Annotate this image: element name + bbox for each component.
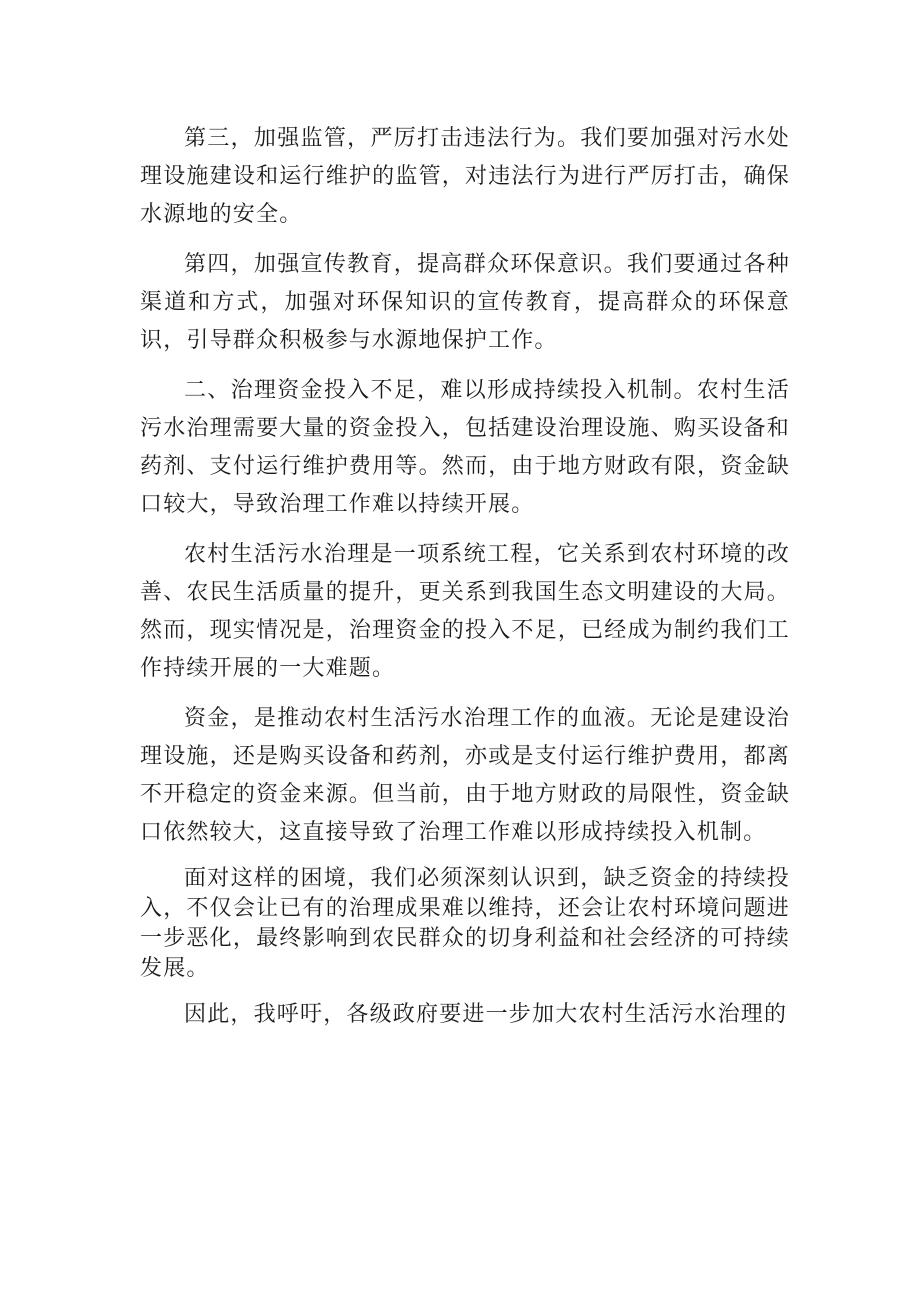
- paragraph-supervision: 第三，加强监管，严厉打击违法行为。我们要加强对污水处理设施建设和运行维护的监管，对违法行为进行严厉打击，确保水源地的安全。: [140, 126, 790, 227]
- paragraph-appeal: 因此，我呼吁，各级政府要进一步加大农村生活污水治理的: [184, 1002, 788, 1027]
- document-page: [140, 120, 790, 1034]
- paragraph-systemic-project: 农村生活污水治理是一项系统工程，它关系到农村环境的改善、农民生活质量的提升，更关系到我国生态文明建设的大局。然而，现实情况是，治理资金的投入不足，已经成为制约我们工作持续开展的一大难题。: [140, 542, 790, 681]
- paragraph-dilemma: 面对这样的困境，我们必须深刻认识到，缺乏资金的持续投入，不仅会让已有的治理成果难以维持，还会让农村环境问题进一步恶化，最终影响到农民群众的切身利益和社会经济的可持续发展。: [140, 866, 790, 981]
- paragraph-funding-shortage: 二、治理资金投入不足，难以形成持续投入机制。农村生活污水治理需要大量的资金投入，包括建设治理设施、购买设备和药剂、支付运行维护费用等。然而，由于地方财政有限，资金缺口较大，导致治理工作难以持续开展。: [140, 378, 790, 517]
- paragraph-education: 第四，加强宣传教育，提高群众环保意识。我们要通过各种渠道和方式，加强对环保知识的宣传教育，提高群众的环保意识，引导群众积极参与水源地保护工作。: [140, 252, 790, 353]
- paragraph-funding-lifeblood: 资金，是推动农村生活污水治理工作的血液。无论是建设治理设施，还是购买设备和药剂，亦或是支付运行维护费用，都离不开稳定的资金来源。但当前，由于地方财政的局限性，资金缺口依然较大，这直接导致了治理工作难以形成持续投入机制。: [140, 706, 790, 845]
